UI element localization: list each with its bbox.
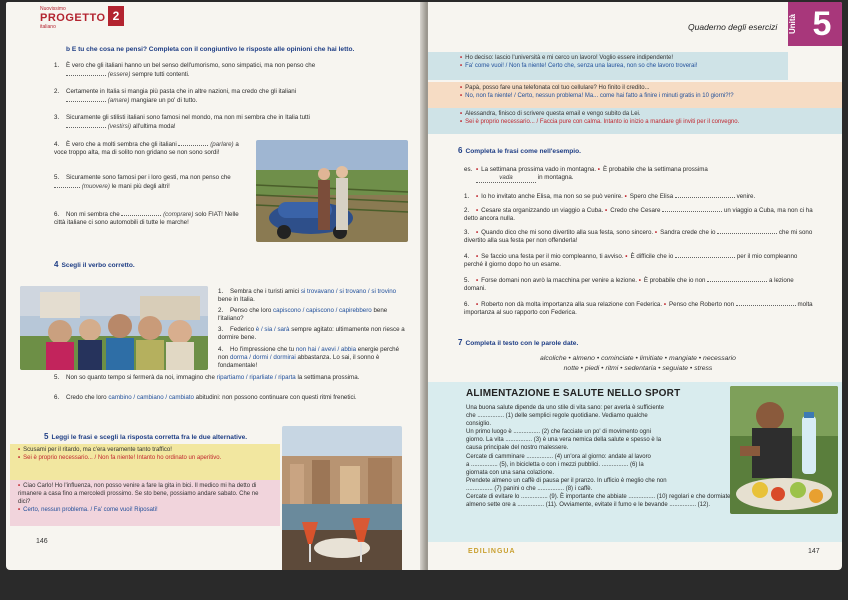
unit-label: Unità: [788, 14, 797, 34]
dialogue-row: • Papà, posso fare una telefonata col tuo cellulare? Ho finito il credito... • No, non fa niente! / Certo, nessun problema! Ma... come hai fatto a finire i minuti gratis in 10 giorni?!?: [428, 82, 842, 108]
exercise-5-dialogue-row: • Scusami per il ritardo, ma c'era veramente tanto traffico! • Sei è proprio necessario... / Non fa niente! Intanto ho ordinato un aperitivo.: [10, 444, 280, 480]
exercise-4-item: 1. Sembra che i turisti amici si trovavano / si trovano / si trovino bene in Italia.: [218, 288, 397, 304]
word-bank: alcoliche • almeno • cominciate • limitiate • mangiate • necessario notte • piedi • ritmi • sedentaria • seguiate • stress: [540, 355, 736, 372]
page-number-right: 147: [808, 548, 820, 555]
exercise-b-item: 5. Sicuramente sono famosi per i loro gesti, ma non penso che (muovere) le mani più degli altri!: [54, 174, 231, 191]
brand-progetto: PROGETTO: [40, 12, 106, 24]
exercise-4-item: 3. Federico è / sia / sarà sempre agitato: ultimamente non riesce a dormire bene.: [218, 326, 405, 342]
photo-couple-fiat: [256, 140, 408, 242]
exercise-7-title: 7 Completa il testo con le parole date.: [458, 338, 579, 347]
exercise-6-item: 4. • Se faccio una festa per il mio compleanno, ti avviso. • È difficile che io per il mio compleanno perché il giorno dopo ho un esame.: [464, 253, 798, 269]
left-page: [6, 2, 426, 570]
dialogue-row: • Ho deciso: lascio l'università e mi cerco un lavoro! Voglio essere indipendente! • Fa' come vuoi! / Non fa niente! Certo che, senza una laurea, non so che lavoro troverai!: [428, 52, 788, 80]
photo-friends-selfie: [20, 286, 208, 370]
exercise-5-dialogue-row: • Ciao Carlo! Ho l'influenza, non posso venire a fare la gita in bici. Il medico mi ha detto di rimanere a casa fino a mercoledì prossimo. Se sto bene, possiamo andare sabato. Che ne dici? • Certo, nessun problema. / Fa' come vuoi! Riposati!: [10, 480, 280, 526]
unit-number: 5: [812, 5, 832, 43]
right-page: [428, 2, 842, 570]
article-title: ALIMENTAZIONE E SALUTE NELLO SPORT: [466, 388, 681, 399]
exercise-6-item: 3. • Quando dico che mi sono divertito alla sua festa, sono sincero. • Sandra crede che io che mi sono divertito alla sua festa per non offenderla!: [464, 229, 813, 245]
photo-venice-aperitivo: [282, 426, 402, 570]
article-body: Una buona salute dipende da uno stile di vita sano: per averla è sufficiente che ................ (1) delle semplici regole quotidiane. Vediamo qualche consiglio. Un primo luogo è ................ (2) che facciate un po' di movimento ogni giorno. La vita ................ (3) è una vera nemica della salute e spesso è la causa principale del nostro malessere. Cercate di camminare ................ (4) un'ora al giorno: andate al lavoro a ................ (5), in bicicletta o con i mezzi pubblici. ................ (6) la giornata con una sana colazione. Prendete almeno un caffè di pausa per il pranzo. In ufficio è meglio che non ................ (7) panini o che ................ (8) i caffè. Cercate di evitare lo ................ (9). È importante che abbiate ................ (10) regolari e che dormiate almeno sette ore a ................ (11). Ovviamente, evitate il fumo e le bevande ................ (12).: [466, 405, 731, 509]
exercise-6-item: 1. • Io ho invitato anche Elisa, ma non so se può venire. • Spero che Elisa venire.: [464, 193, 756, 200]
exercise-b-item: 1. È vero che gli italiani hanno un bel senso dell'umorismo, sono simpatici, ma non penso che (essere) sempre tutti contenti.: [54, 62, 316, 79]
brand-logo: [40, 6, 106, 30]
page-number-left: 146: [36, 538, 48, 545]
exercise-4-item: 5. Non so quanto tempo si fermerà da noi, immagino che ripartiamo / riparliate / riparta la settimana prossima.: [54, 374, 360, 381]
exercise-b-title: b E tu che cosa ne pensi? Completa con il congiuntivo le risposte alle opinioni che hai letto.: [66, 46, 355, 53]
exercise-6-item: 5. • Forse domani non avrò la macchina per venire a lezione. • È probabile che io non a lezione domani.: [464, 277, 794, 293]
publisher-logo: EDILINGUA: [468, 548, 516, 555]
photo-athlete-fruit: [730, 386, 838, 514]
exercise-b-item: 6. Non mi sembra che (comprare) solo FIAT! Nelle città italiane ci sono automobili di tutte le marche!: [54, 211, 239, 227]
brand-italiano: italiano: [40, 24, 56, 30]
exercise-6-item: 2. • Cesare sta organizzando un viaggio a Cuba. • Credo che Cesare un viaggio a Cuba, ma non ci ha detto ancora nulla.: [464, 207, 813, 223]
dialogue-row: • Alessandra, finisco di scrivere questa email e vengo subito da Lei. • Sei è proprio necessario... / Faccia pure con calma. Intanto io inizio a mandare gli inviti per il convegno.: [428, 108, 842, 134]
exercise-6-item: 6. • Roberto non dà molta importanza alla sua relazione con Federica. • Penso che Roberto non molta importanza al suo rapporto con Federica.: [464, 301, 813, 317]
exercise-b-item: 3. Sicuramente gli stilisti italiani sono famosi nel mondo, ma non mi sembra che in Italia tutti (vestirsi) all'ultima moda!: [54, 114, 310, 131]
exercise-6-example: es. • La settimana prossima vado in montagna. • È probabile che la settimana prossima vada in montagna.: [464, 166, 814, 183]
exercise-b-item: 4. È vero che a molti sembra che gli italiani (parlare) a voce troppo alta, ma di solito non gridano se non sono sordi!: [54, 141, 239, 157]
exercise-b-item: 2. Certamente in Italia si mangia più pasta che in altre nazioni, ma credo che gli italiani (amare) mangiare un po' di tutto.: [54, 88, 297, 105]
exercise-4-item: 4. Ho l'impressione che tu non hai / avevi / abbia energie perché non dorma / dormi / dormirai abbastanza. Lo sai, il sonno è fondamentale!: [218, 346, 400, 370]
workbook-title: Quaderno degli esercizi: [688, 22, 778, 32]
brand-volume-badge: 2: [108, 6, 124, 26]
brand-nuovissimo: Nuovissimo: [40, 6, 66, 12]
exercise-6-title: 6 Completa le frasi come nell'esempio.: [458, 146, 581, 155]
exercise-4-title: 4 Scegli il verbo corretto.: [54, 260, 135, 269]
exercise-4-item: 6. Credo che loro cambino / cambiano / cambiato abitudini: non possono continuare con questi ritmi frenetici.: [54, 394, 357, 401]
exercise-4-item: 2. Penso che loro capiscono / capiscono / capirebbero bene l'italiano?: [218, 307, 388, 323]
exercise-5-title: 5 Leggi le frasi e scegli la risposta corretta fra le due alternative.: [44, 432, 248, 441]
